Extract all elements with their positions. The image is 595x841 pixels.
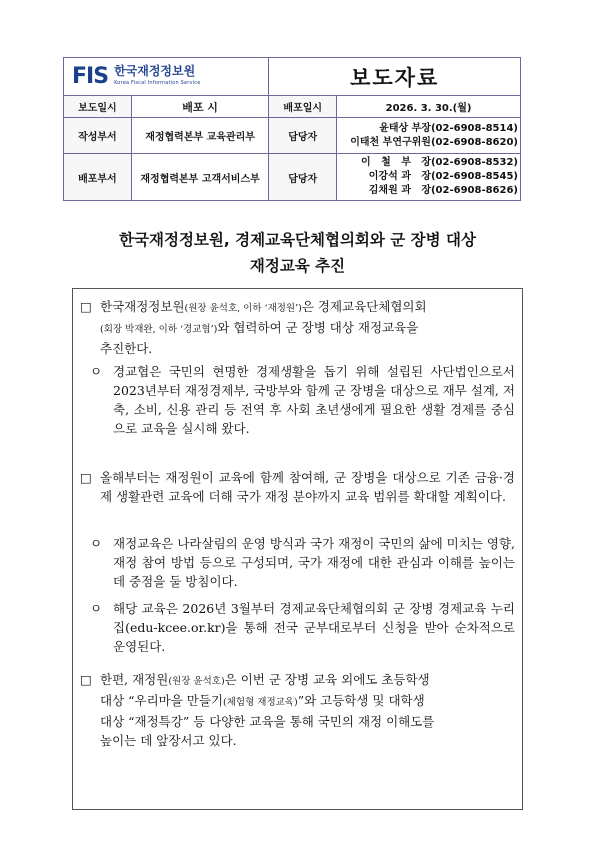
fis-logo xyxy=(64,64,268,89)
author-contacts xyxy=(337,118,521,154)
circle-bullet-icon: ㅇ xyxy=(90,536,103,551)
square-bullet-icon: □ xyxy=(80,470,92,485)
logo-name-kr: 한국재정정보원 xyxy=(114,63,196,78)
label-dist-dept: 배포부서 xyxy=(64,154,132,201)
dist-contacts xyxy=(337,154,521,201)
doc-title: 보도자료 xyxy=(269,58,521,96)
square-bullet-icon: □ xyxy=(80,672,92,687)
value-release: 배포 시 xyxy=(131,96,269,118)
contact-line: 윤태상 부장(02-6908-8514) xyxy=(379,122,518,134)
label-release: 보도일시 xyxy=(64,96,132,118)
contact-line: 이강석 과 장(02-6908-8545) xyxy=(368,171,518,182)
contact-line: 이태천 부연구위원(02-6908-8620) xyxy=(350,136,518,148)
value-distribute: 2026. 3. 30.(월) xyxy=(337,96,521,118)
square-bullet-icon: □ xyxy=(80,299,92,314)
logo-name-en: Korea Fiscal Information Service xyxy=(114,79,201,86)
contact-line: 김채원 과 장(02-6908-8626) xyxy=(368,185,518,196)
press-header-table xyxy=(63,57,521,201)
paragraph-1a: 경교협은 국민의 현명한 경제생활을 돕기 위해 설립된 사단법인으로서 2023년부터 재정경제부, 국방부와 함께 군 장병을 대상으로 재무 설계, 저축, 소비, 신용 관리 등 전역 후 사회 초년생에게 필요한 생활 경제를 중심으로 교육을 실시해 왔다. xyxy=(113,364,515,436)
headline-line-1: 한국재정정보원, 경제교육단체협의회와 군 장병 대상 xyxy=(119,231,476,249)
label-author-dept: 작성부서 xyxy=(64,118,132,154)
label-author-contact: 담당자 xyxy=(269,118,337,154)
circle-bullet-icon: ㅇ xyxy=(90,601,103,616)
paragraph-3: 한편, 재정원(원장 윤석호)은 이번 군 장병 교육 외에도 초등학생 대상 “우리마을 만들기(체험형 재정교육)”와 고등학생 및 대학생 대상 “재정특강” 등 다양한 교육을 통해 국민의 재정 이해도를 높이는 데 앞장서고 있다. xyxy=(100,672,435,748)
circle-bullet-icon: ㅇ xyxy=(90,364,103,379)
paragraph-1: 한국재정정보원(원장 윤석호, 이하 ‘재정원’)은 경제교육단체협의회 (회장 박재완, 이하 ‘경교협’)와 협력하여 군 장병 대상 재정교육을 추진한다. xyxy=(100,299,427,356)
logo-cell xyxy=(64,58,269,96)
value-dist-dept: 재정협력본부 고객서비스부 xyxy=(131,154,269,201)
value-author-dept: 재정협력본부 교육관리부 xyxy=(131,118,269,154)
contact-line: 이 철 부 장(02-6908-8532) xyxy=(361,157,518,168)
headline-line-2: 재정교육 추진 xyxy=(249,257,346,275)
paragraph-2a: 재정교육은 나라살림의 운영 방식과 국가 재정이 국민의 삶에 미치는 영향, 재정 참여 방법 등으로 구성되며, 국가 재정에 대한 관심과 이해를 높이는 데 중점을 둘 방침이다. xyxy=(113,536,515,589)
paragraph-2: 올해부터는 재정원이 교육에 함께 참여해, 군 장병을 대상으로 기존 금융·경제 생활관련 교육에 더해 국가 재정 분야까지 교육 범위를 확대할 계획이다. xyxy=(100,470,515,504)
label-dist-contact: 담당자 xyxy=(269,154,337,201)
label-distribute: 배포일시 xyxy=(269,96,337,118)
fis-logo-mark: FIS xyxy=(72,64,109,89)
paragraph-2b: 해당 교육은 2026년 3월부터 경제교육단체협의회 군 장병 경제교육 누리집(edu-kcee.or.kr)을 통해 전국 군부대로부터 신청을 받아 순차적으로 운영된다. xyxy=(113,601,515,654)
